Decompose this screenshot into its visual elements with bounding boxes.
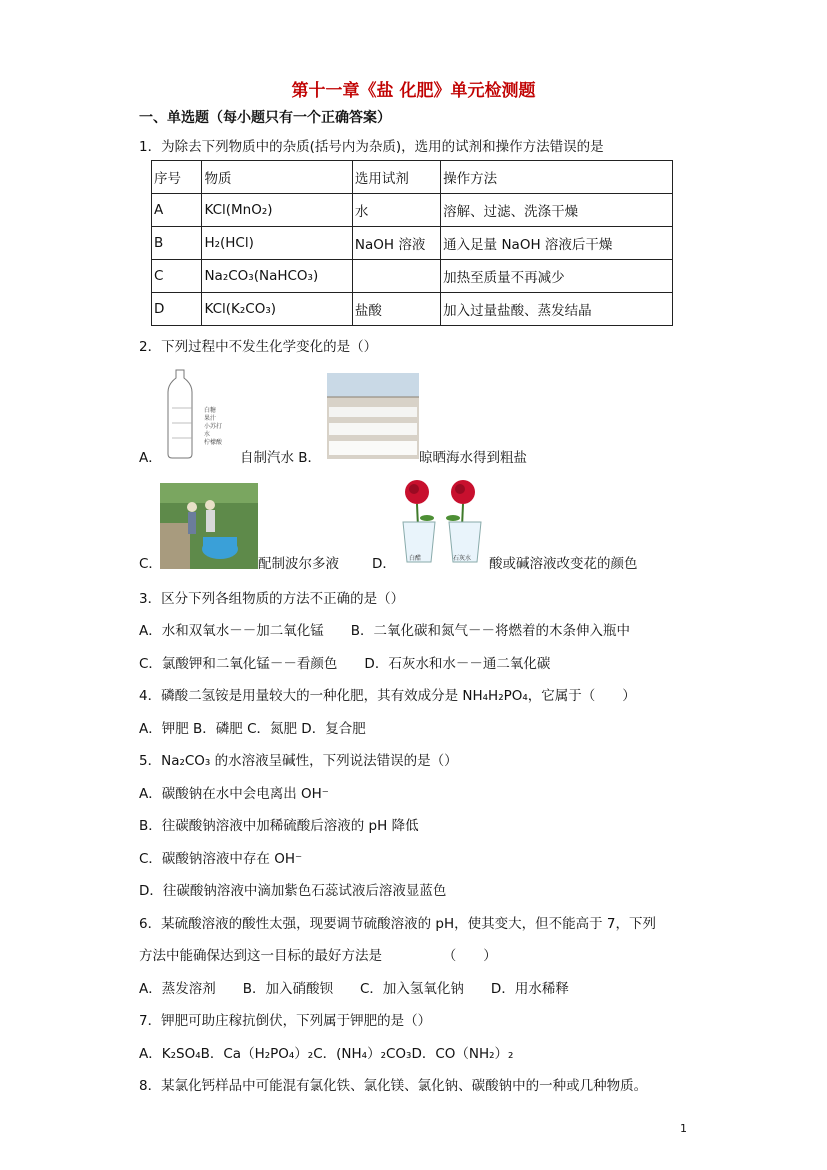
q1-stem: 1．为除去下列物质中的杂质(括号内为杂质)，选用的试剂和操作方法错误的是 [139,139,604,155]
q3-stem: 3．区分下列各组物质的方法不正确的是（） [139,591,405,607]
table-cell: D [152,293,202,326]
q7-stem: 7．钾肥可助庄稼抗倒伏，下列属于钾肥的是（） [139,1013,432,1029]
page-number: 1 [680,1122,687,1135]
q2-option-a-text: 自制汽水 B． [240,450,322,466]
q5-option-d: D．往碳酸钠溶液中滴加紫色石蕊试液后溶液显蓝色 [139,883,447,899]
q2-option-c-letter: C． [139,556,162,572]
table-cell: 加热至质量不再减少 [441,260,673,293]
q2-option-a-letter: A． [139,450,162,466]
table-cell: KCl(K₂CO₃) [202,293,352,326]
q2-option-b-text: 晾晒海水得到粗盐 [419,450,527,466]
q3-options-ab: A．水和双氧水－－加二氧化锰 B．二氧化碳和氮气－－将燃着的木条伸入瓶中 [139,623,630,639]
q4-options: A．钾肥 B．磷肥 C．氮肥 D．复合肥 [139,721,366,737]
q4-stem: 4．磷酸二氢铵是用量较大的一种化肥，其有效成分是 NH₄H₂PO₄，它属于（ ） [139,688,636,704]
soda-bottle-image [160,368,238,460]
table-header-cell: 操作方法 [441,161,673,194]
table-row [152,293,673,326]
q2-option-c-text: 配制波尔多液 [258,556,339,572]
bordeaux-mixture-image [160,483,258,569]
table-cell: 盐酸 [352,293,440,326]
q7-options: A．K₂SO₄B．Ca（H₂PO₄）₂C．(NH₄）₂CO₃D．CO（NH₂）₂ [139,1046,514,1062]
table-cell: B [152,227,202,260]
table-row [152,194,673,227]
q3-options-cd: C．氯酸钾和二氧化锰－－看颜色 D．石灰水和水－－通二氧化碳 [139,656,551,672]
cup-label: 石灰水 [453,555,472,562]
cup-label: 白醋 [409,555,422,562]
q2-option-d-text: 酸或碱溶液改变花的颜色 [489,556,638,572]
table-cell: KCl(MnO₂) [202,194,352,227]
table-header-cell: 物质 [202,161,352,194]
table-cell: Na₂CO₃(NaHCO₃) [202,260,352,293]
bottle-label: 水 [204,431,211,438]
table-cell: NaOH 溶液 [352,227,440,260]
table-cell: 加入过量盐酸、蒸发结晶 [441,293,673,326]
q2-option-d-letter: D． [372,556,396,572]
table-row [152,260,673,293]
table-cell: 溶解、过滤、洗涤干燥 [441,194,673,227]
bottle-label: 果汁 [204,415,217,422]
q6-stem-line1: 6．某硫酸溶液的酸性太强，现要调节硫酸溶液的 pH，使其变大，但不能高于 7，下列 [139,916,656,932]
q5-stem: 5．Na₂CO₃ 的水溶液呈碱性，下列说法错误的是（） [139,753,458,769]
q6-stem-line2: 方法中能确保达到这一目标的最好方法是 （ ） [139,948,497,964]
bottle-label: 白糖 [204,407,217,414]
q5-option-b: B．往碳酸钠溶液中加稀硫酸后溶液的 pH 降低 [139,818,419,834]
q6-options: A．蒸发溶剂 B．加入硝酸钡 C．加入氢氧化钠 D．用水稀释 [139,981,569,997]
bottle-label: 柠檬酸 [204,439,223,446]
bottle-label: 小苏打 [204,423,223,430]
table-header-cell: 选用试剂 [352,161,440,194]
table-header-cell: 序号 [152,161,202,194]
page-title: 第十一章《盐 化肥》单元检测题 [291,81,536,101]
table-header-row [152,161,673,194]
q5-option-c: C．碳酸钠溶液中存在 OH⁻ [139,851,303,867]
section-heading: 一、单选题（每小题只有一个正确答案） [139,110,391,126]
table-cell: 通入足量 NaOH 溶液后干燥 [441,227,673,260]
table-cell [352,260,440,293]
q1-table [151,160,673,326]
roses-image [397,478,489,570]
table-cell: 水 [352,194,440,227]
salt-pan-image [327,373,419,459]
table-row [152,227,673,260]
table-cell: H₂(HCl) [202,227,352,260]
q8-stem: 8．某氯化钙样品中可能混有氯化铁、氯化镁、氯化钠、碳酸钠中的一种或几种物质。 [139,1078,648,1094]
table-cell: A [152,194,202,227]
q5-option-a: A．碳酸钠在水中会电离出 OH⁻ [139,786,329,802]
table-cell: C [152,260,202,293]
q2-stem: 2．下列过程中不发生化学变化的是（） [139,339,378,355]
